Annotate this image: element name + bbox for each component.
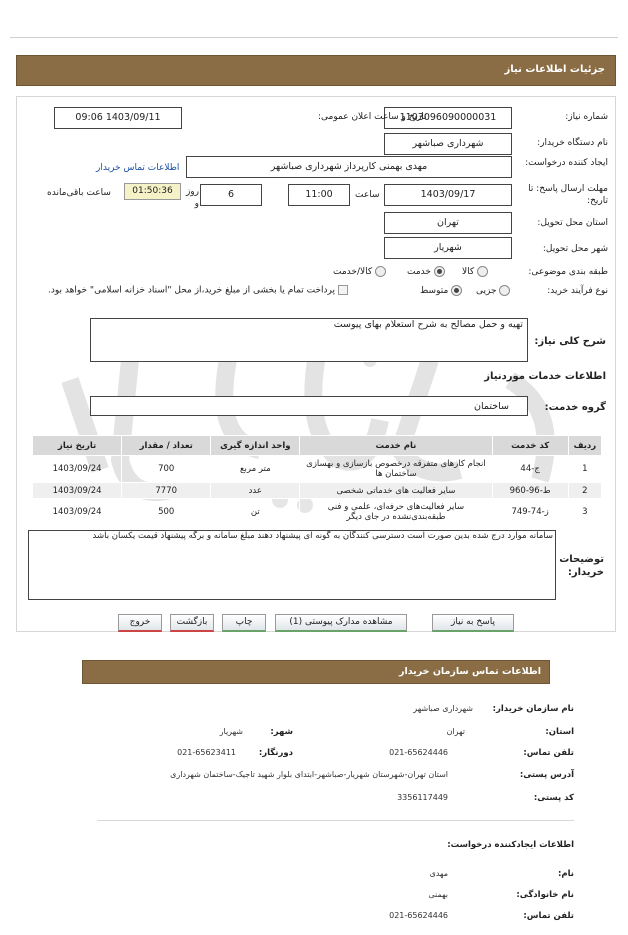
org-value: شهرداری صباشهر (413, 704, 473, 713)
need-number-field: 1103096090000031 (384, 107, 512, 129)
cell-qty: 7770 (122, 483, 211, 499)
cell-qty: 500 (122, 499, 211, 526)
creator-phone-value: 021-65624446 (389, 911, 448, 920)
radio-selected-icon (451, 285, 462, 296)
contact-section-header (82, 660, 550, 684)
deadline-time-label: ساعت (355, 190, 380, 200)
radio-icon (499, 285, 510, 296)
view-attachments-button[interactable]: مشاهده مدارک پیوستی (1) (275, 614, 407, 632)
city-field: شهریار (384, 237, 512, 259)
process-label: نوع فرآیند خرید: (547, 286, 608, 296)
province-contact-label: استان: (545, 727, 574, 737)
postal-label: کد پستی: (533, 793, 574, 803)
process-option-minor[interactable]: جزیی (476, 285, 510, 296)
category-option-goods[interactable]: کالا (462, 266, 488, 277)
reply-button[interactable]: پاسخ به نیاز (432, 614, 514, 632)
page-title: جزئیات اطلاعات نیاز (504, 64, 605, 75)
cell-name: سایر فعالیت‌های حرفه‌ای، علمی و فنی طبقه‌بندی‌نشده در جای دیگر (300, 499, 492, 526)
cell-index: 3 (568, 499, 601, 526)
creator-label: ایجاد کننده درخواست: (525, 158, 608, 168)
days-label: روز و (185, 187, 199, 209)
cell-date: 1403/09/24 (33, 456, 122, 483)
deadline-date-field: 1403/09/17 (384, 184, 512, 206)
postal-value: 3356117449 (397, 793, 448, 802)
buyer-notes-label: توضیحات خریدار: (559, 554, 604, 578)
radio-selected-icon (434, 266, 445, 277)
city-contact-label: شهر: (270, 727, 293, 737)
category-option-goods-service[interactable]: کالا/خدمت (333, 266, 386, 277)
page-header (16, 55, 616, 86)
back-button[interactable]: بازگشت (170, 614, 214, 632)
cell-name: انجام کارهای متفرقه درخصوص بازسازی و بهسازی ساختمان ها (300, 456, 492, 483)
creator-field: مهدی بهمنی کارپرداز شهرداری صباشهر (186, 156, 512, 178)
summary-label: شرح کلی نیاز: (534, 336, 606, 347)
cell-code: ز-74-749 (492, 499, 568, 526)
org-label: نام سازمان خریدار: (492, 704, 574, 714)
cell-date: 1403/09/24 (33, 483, 122, 499)
buyer-field: شهرداری صباشهر (384, 133, 512, 155)
table-row[interactable] (33, 483, 602, 499)
top-divider (10, 37, 618, 38)
exit-button[interactable]: خروج (118, 614, 162, 632)
table-header-row (33, 436, 602, 456)
category-label: طبقه بندی موضوعی: (528, 267, 608, 277)
remaining-timer: 01:50:36 (124, 183, 181, 200)
col-header-index: ردیف (568, 436, 601, 456)
phone-label: تلفن تماس: (523, 748, 574, 758)
radio-icon (477, 266, 488, 277)
cell-code: ط-96-960 (492, 483, 568, 499)
col-header-date: تاریخ نیاز (33, 436, 122, 456)
buyer-contact-link[interactable]: اطلاعات تماس خریدار (96, 163, 180, 173)
col-header-qty: تعداد / مقدار (122, 436, 211, 456)
contact-section-title: اطلاعات تماس سازمان خریدار (398, 666, 541, 677)
col-header-unit: واحد اندازه گیری (211, 436, 300, 456)
service-group-label: گروه خدمت: (544, 402, 606, 413)
province-field: تهران (384, 212, 512, 234)
col-header-code: کد خدمت (492, 436, 568, 456)
services-table (32, 435, 602, 526)
address-label: آدرس پستی: (519, 770, 574, 780)
cell-unit: متر مربع (211, 456, 300, 483)
category-option-service[interactable]: خدمت (407, 266, 445, 277)
announce-label: تاریخ و ساعت اعلان عمومی: (318, 112, 427, 122)
summary-field: تهیه و حمل مصالح به شرح استعلام بهای پیوست (90, 318, 528, 362)
cell-qty: 700 (122, 456, 211, 483)
service-group-field: ساختمان (90, 396, 528, 416)
cell-index: 1 (568, 456, 601, 483)
announce-field: 1403/09/11 09:06 (54, 107, 182, 129)
col-header-name: نام خدمت (300, 436, 492, 456)
cell-unit: عدد (211, 483, 300, 499)
need-number-label: شماره نیاز: (565, 112, 608, 122)
print-button[interactable]: چاپ (222, 614, 266, 632)
deadline-time-field: 11:00 (288, 184, 350, 206)
cell-index: 2 (568, 483, 601, 499)
checkbox-icon (338, 285, 348, 295)
phone-value: 021-65624446 (389, 748, 448, 757)
cell-date: 1403/09/24 (33, 499, 122, 526)
city-contact-value: شهریار (219, 727, 243, 736)
days-field: 6 (200, 184, 262, 206)
contact-divider (97, 820, 574, 821)
services-section-title: اطلاعات خدمات موردنیاز (484, 371, 606, 382)
address-value: استان تهران-شهرستان شهریار-صباشهر-ابتدای بلوار شهید تاجیک-ساختمان شهرداری (170, 770, 448, 779)
deadline-label: مهلت ارسال پاسخ: تا تاریخ: (528, 184, 608, 206)
cell-name: سایر فعالیت های خدماتی شخصی (300, 483, 492, 499)
cell-code: ج-44 (492, 456, 568, 483)
buyer-notes-field: سامانه موارد درج شده بدین صورت است دسترسی کنندگان به گونه ای پیشنهاد دهند مبلغ سامانه و برگه پیشنهاد قیمت یکسان باشد (28, 530, 556, 600)
creator-family-value: بهمنی (428, 890, 448, 899)
table-row[interactable] (33, 456, 602, 483)
province-contact-value: تهران (446, 727, 465, 736)
buyer-label: نام دستگاه خریدار: (537, 138, 608, 148)
process-option-medium[interactable]: متوسط (420, 285, 462, 296)
creator-name-value: مهدی (429, 869, 448, 878)
province-label: استان محل تحویل: (537, 218, 608, 228)
creator-family-label: نام خانوادگی: (516, 890, 574, 900)
creator-section-title: اطلاعات ایجادکننده درخواست: (447, 840, 574, 850)
cell-unit: تن (211, 499, 300, 526)
fax-label: دورنگار: (258, 748, 293, 758)
creator-name-label: نام: (557, 869, 574, 879)
treasury-checkbox[interactable]: پرداخت تمام یا بخشی از مبلغ خرید،از محل "اسناد خزانه اسلامی" خواهد بود. (48, 285, 348, 296)
remaining-label: ساعت باقی‌مانده (47, 188, 111, 198)
creator-phone-label: تلفن تماس: (523, 911, 574, 921)
table-row[interactable] (33, 499, 602, 526)
city-label: شهر محل تحویل: (542, 244, 608, 254)
radio-icon (375, 266, 386, 277)
fax-value: 021-65623411 (177, 748, 236, 757)
